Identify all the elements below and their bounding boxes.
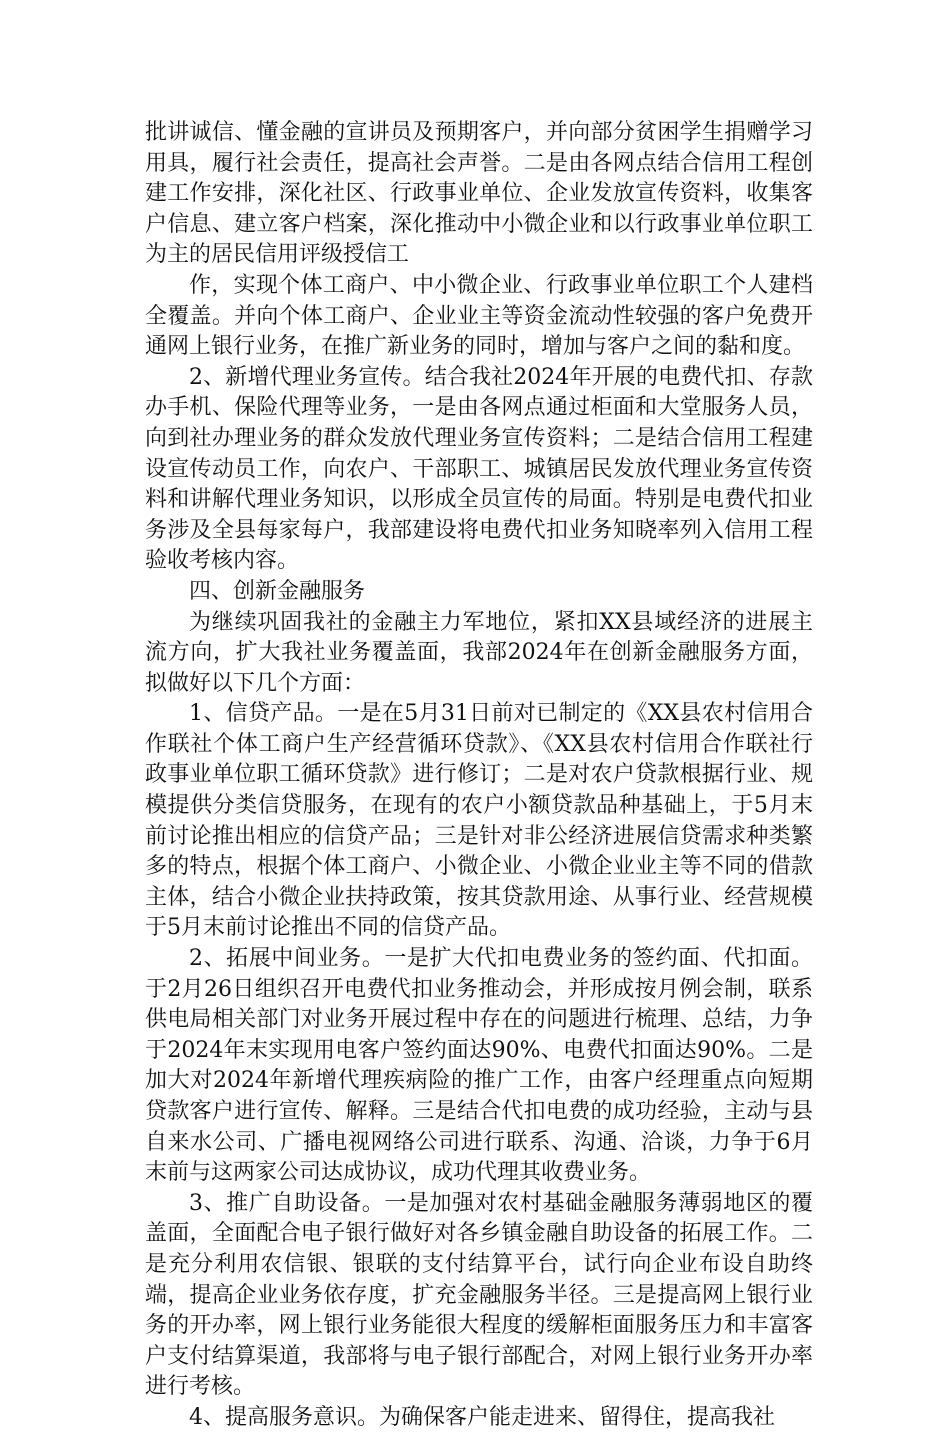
paragraph-7: 2、拓展中间业务。一是扩大代扣电费业务的签约面、代扣面。于2月26日组织召开电费代扣业务推动会，并形成按月例会制，联系供电局相关部门对业务开展过程中存在的问题进行梳理、总结，力争于2024年末实现用电客户签约面达90%、电费代扣面达90%。二是加大对2024年新增代理疾病险的推广工作，由客户经理重点向短期贷款客户进行宣传、解释。三是结合代扣电费的成功经验，主动与县自来水公司、广播电视网络公司进行联系、沟通、洽谈，力争于6月末前与这两家公司达成协议，成功代理其收费业务。	[145, 946, 813, 1186]
paragraph-5: 为继续巩固我社的金融主力军地位，紧扣XX县域经济的进展主流方向，扩大我社业务覆盖面，我部2024年在创新金融服务方面，拟做好以下几个方面：	[145, 609, 813, 696]
paragraph-1: 批讲诚信、懂金融的宣讲员及预期客户，并向部分贫困学生捐赠学习用具，履行社会责任，提高社会声誉。二是由各网点结合信用工程创建工作安排，深化社区、行政事业单位、企业发放宣传资料，收集客户信息、建立客户档案，深化推动中小微企业和以行政事业单位职工为主的居民信用评级授信工	[145, 120, 813, 268]
paragraph-8: 3、推广自助设备。一是加强对农村基础金融服务薄弱地区的覆盖面，全面配合电子银行做好对各乡镇金融自助设备的拓展工作。二是充分利用农信银、银联的支付结算平台，试行向企业布设自助终端，提高企业业务依存度，扩充金融服务半径。三是提高网上银行业务的开办率，网上银行业务能很大程度的缓解柜面服务压力和丰富客户支付结算渠道，我部将与电子银行部配合，对网上银行业务开办率进行考核。	[145, 1190, 813, 1400]
section-heading-4: 四、创新金融服务	[189, 578, 366, 604]
document-body	[145, 118, 813, 1434]
paragraph-2: 作，实现个体工商户、中小微企业、行政事业单位职工个人建档全覆盖。并向个体工商户、企业业主等资金流动性较强的客户免费开通网上银行业务，在推广新业务的同时，增加与客户之间的黏和度。	[145, 272, 813, 360]
paragraph-9: 4、提高服务意识。为确保客户能走进来、留得住，提高我社	[189, 1404, 775, 1430]
paragraph-3: 2、新增代理业务宣传。结合我社2024年开展的电费代扣、存款办手机、保险代理等业务，一是由各网点通过柜面和大堂服务人员，向到社办理业务的群众发放代理业务宣传资料；二是结合信用工程建设宣传动员工作，向农户、干部职工、城镇居民发放代理业务宣传资料和讲解代理业务知识，以形成全员宣传的局面。特别是电费代扣业务涉及全县每家每户，我部建设将电费代扣业务知晓率列入信用工程验收考核内容。	[145, 364, 813, 574]
paragraph-6: 1、信贷产品。一是在5月31日前对已制定的《XX县农村信用合作联社个体工商户生产经营循环贷款》、《XX县农村信用合作联社行政事业单位职工循环贷款》进行修订；二是对农户贷款根据行业、规模提供分类信贷服务，在现有的农户小额贷款品种基础上，于5月末前讨论推出相应的信贷产品；三是针对非公经济进展信贷需求种类繁多的特点，根据个体工商户、小微企业、小微企业业主等不同的借款主体，结合小微企业扶持政策，按其贷款用途、从事行业、经营规模于5月末前讨论推出不同的信贷产品。	[145, 701, 813, 941]
